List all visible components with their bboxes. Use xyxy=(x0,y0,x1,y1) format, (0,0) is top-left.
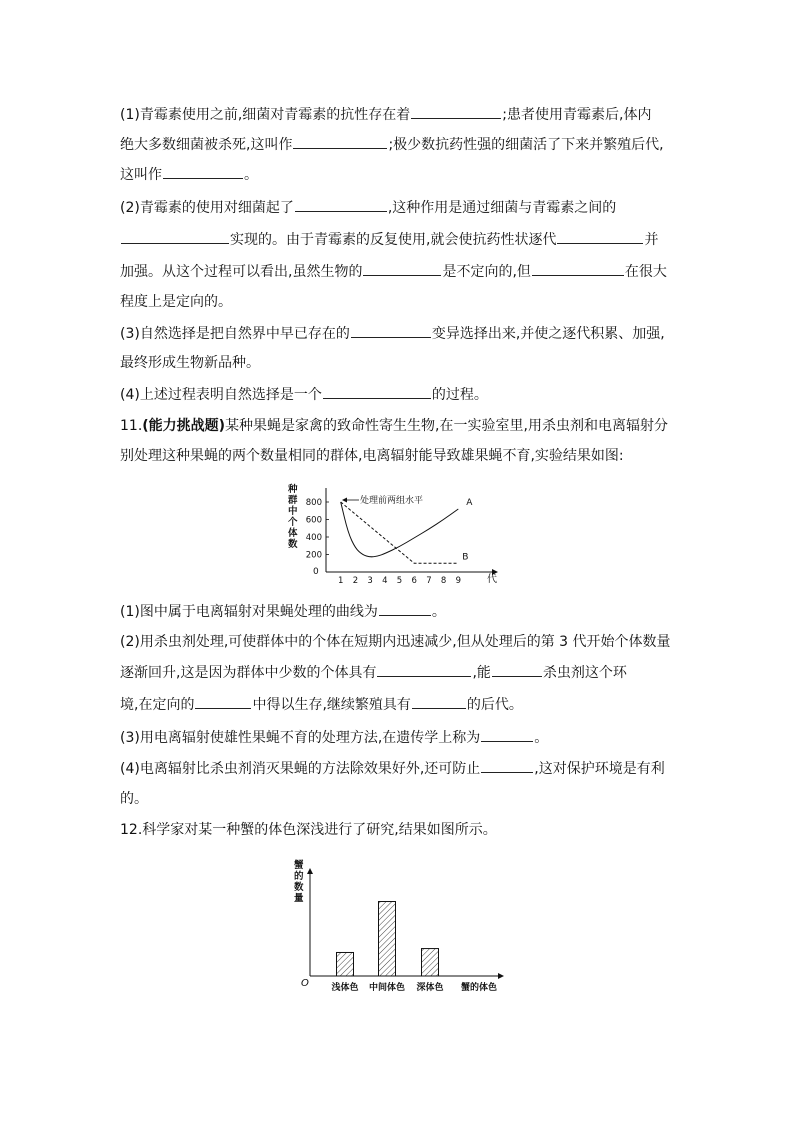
x-tick-labels xyxy=(338,576,461,586)
x-axis-arrow xyxy=(498,973,504,979)
q12-line1 xyxy=(120,820,497,840)
y-tick-label: 600 xyxy=(305,515,322,526)
q10-p2-line1 xyxy=(120,197,616,218)
origin-label: 0 xyxy=(313,567,319,577)
text: ,这对保护环境是有利 xyxy=(534,761,665,777)
y-label-char: 个 xyxy=(288,517,298,528)
series-A-label: A xyxy=(466,498,473,508)
category-label: 深体色 xyxy=(416,983,444,993)
text: 。 xyxy=(244,167,258,183)
text: ,能 xyxy=(472,665,491,681)
text: ;极少数抗药性强的细菌活了下来并繁殖后代, xyxy=(388,137,664,153)
answer-blank[interactable] xyxy=(295,197,387,212)
answer-blank[interactable] xyxy=(163,164,243,179)
q11-line2 xyxy=(120,446,624,466)
x-tick-label: 9 xyxy=(455,576,462,586)
text: 的过程。 xyxy=(431,387,488,403)
q11-s2-line1 xyxy=(120,632,671,652)
y-label-char: 群 xyxy=(288,495,298,506)
text: 最终形成生物新品种。 xyxy=(120,355,260,371)
bar xyxy=(422,949,439,976)
q10-p2-line2 xyxy=(120,229,658,250)
y-label-char: 体 xyxy=(288,528,298,539)
x-tick-label: 5 xyxy=(396,576,403,586)
text: (3)自然选择是把自然界中早已存在的 xyxy=(120,326,350,342)
q11-s4-line2 xyxy=(120,789,148,809)
text: 在很大 xyxy=(624,264,667,280)
q11-s4-line1 xyxy=(120,758,665,779)
y-label-char: 的 xyxy=(294,871,304,882)
q11-s3 xyxy=(120,727,548,748)
x-axis-label: 蟹的体色 xyxy=(461,983,498,993)
text: 杀虫剂这个环 xyxy=(542,665,627,681)
y-axis-label xyxy=(287,483,298,550)
text: (4)电离辐射比杀虫剂消灭果蝇的方法除效果好外,还可防止 xyxy=(120,761,481,777)
text: (4)上述过程表明自然选择是一个 xyxy=(120,387,322,403)
y-label-char: 数 xyxy=(288,539,298,550)
text: (1)青霉素使用之前,细菌对青霉素的抗性存在着 xyxy=(120,107,411,123)
q10-p1-line1 xyxy=(120,104,651,125)
text: (3)用电离辐射使雄性果蝇不育的处理方法,在遗传学上称为 xyxy=(120,730,481,746)
q10-p1-line2 xyxy=(120,134,664,155)
text: 。 xyxy=(534,730,549,746)
answer-blank[interactable] xyxy=(411,104,501,119)
q10-p2-line3 xyxy=(120,261,667,282)
y-tick-label: 800 xyxy=(305,498,322,508)
answer-blank[interactable] xyxy=(121,229,229,244)
text: 的。 xyxy=(120,791,148,807)
answer-blank[interactable] xyxy=(351,323,431,338)
answer-blank[interactable] xyxy=(363,261,441,276)
x-tick-label: 6 xyxy=(411,576,417,586)
category-label: 中间体色 xyxy=(368,983,406,993)
q11-line1 xyxy=(120,416,668,436)
series-A-line xyxy=(341,502,459,557)
question-number: 11. xyxy=(120,418,143,434)
crab-color-bar-chart xyxy=(290,856,510,998)
annotation xyxy=(342,494,423,506)
x-tick-label: 8 xyxy=(440,576,447,586)
text: 的后代。 xyxy=(466,697,523,713)
q11-s2-line2 xyxy=(120,662,627,683)
x-axis-label: 代 xyxy=(487,574,497,585)
x-tick-label: 1 xyxy=(337,576,344,586)
text: 别处理这种果蝇的两个数量相同的群体,电离辐射能导致雄果蝇不育,实验结果如图: xyxy=(120,448,624,464)
x-tick-label: 7 xyxy=(426,576,432,586)
answer-blank[interactable] xyxy=(379,601,431,616)
text: 逐渐回升,这是因为群体中少数的个体具有 xyxy=(120,665,377,681)
text: 并 xyxy=(644,232,659,248)
origin-label: O xyxy=(301,978,309,989)
q10-p2-line4 xyxy=(120,292,232,312)
text: 12.科学家对某一种蟹的体色深浅进行了研究,结果如图所示。 xyxy=(120,822,497,838)
series-B-label: B xyxy=(462,552,469,563)
text: ,这种作用是通过细菌与青霉素之间的 xyxy=(387,200,617,216)
series xyxy=(341,498,474,563)
difficulty-tag: (能力挑战题) xyxy=(142,418,226,434)
q11-s2-line3 xyxy=(120,694,523,715)
text: ;患者使用青霉素后,体内 xyxy=(502,107,652,123)
answer-blank[interactable] xyxy=(481,758,533,773)
y-tick-label: 400 xyxy=(305,533,322,543)
x-tick-label: 3 xyxy=(367,576,373,586)
population-line-chart xyxy=(280,482,510,590)
q10-p4-line1 xyxy=(120,384,488,405)
text: 变异选择出来,并使之逐代积累、加强, xyxy=(431,326,665,342)
answer-blank[interactable] xyxy=(412,694,466,709)
y-label-char: 蟹 xyxy=(294,860,304,871)
annotation-text: 处理前两组水平 xyxy=(360,496,424,506)
text: 某种果蝇是家禽的致命性寄生生物,在一实验室里,用杀虫剂和电离辐射分 xyxy=(225,418,668,434)
y-axis-label xyxy=(294,859,304,904)
bars xyxy=(337,902,439,976)
text: 。 xyxy=(431,604,446,620)
annotation-arrowhead xyxy=(342,498,347,503)
answer-blank[interactable] xyxy=(377,662,471,677)
q10-p3-line2 xyxy=(120,353,260,373)
q10-p1-line3 xyxy=(120,164,258,185)
x-tick-label: 4 xyxy=(382,576,388,586)
q11-s1 xyxy=(120,601,446,622)
text: 中得以生存,继续繁殖具有 xyxy=(252,697,411,713)
answer-blank[interactable] xyxy=(481,727,533,742)
y-label-char: 中 xyxy=(288,506,298,517)
answer-blank[interactable] xyxy=(195,694,251,709)
text: (2)青霉素的使用对细菌起了 xyxy=(120,200,294,216)
text: 是不定向的,但 xyxy=(442,264,531,280)
y-tick-label: 200 xyxy=(305,550,322,561)
answer-blank[interactable] xyxy=(293,134,387,149)
y-axis-arrow xyxy=(307,868,313,874)
y-label-char: 种 xyxy=(288,484,298,495)
text: 境,在定向的 xyxy=(120,697,195,713)
answer-blank[interactable] xyxy=(532,261,624,276)
text: (2)用杀虫剂处理,可使群体中的个体在短期内迅速减少,但从处理后的第 3 代开始个体数量 xyxy=(120,634,671,650)
text: (1)图中属于电离辐射对果蝇处理的曲线为 xyxy=(120,604,378,620)
x-tick-label: 2 xyxy=(352,576,359,586)
y-label-char: 数 xyxy=(294,882,304,893)
y-label-char: 量 xyxy=(294,893,304,904)
category-label: 浅体色 xyxy=(331,983,359,993)
text: 实现的。由于青霉素的反复使用,就会使抗药性状逐代 xyxy=(230,232,557,248)
answer-blank[interactable] xyxy=(557,229,643,244)
answer-blank[interactable] xyxy=(323,384,431,399)
category-labels xyxy=(330,981,443,993)
q10-p3-line1 xyxy=(120,323,665,344)
bar xyxy=(337,952,354,976)
text: 程度上是定向的。 xyxy=(120,294,232,310)
text: 加强。从这个过程可以看出,虽然生物的 xyxy=(120,264,363,280)
answer-blank[interactable] xyxy=(492,662,542,677)
series-B-line xyxy=(341,502,459,563)
text: 这叫作 xyxy=(120,167,162,183)
bar xyxy=(379,902,396,976)
text: 绝大多数细菌被杀死,这叫作 xyxy=(120,137,293,153)
